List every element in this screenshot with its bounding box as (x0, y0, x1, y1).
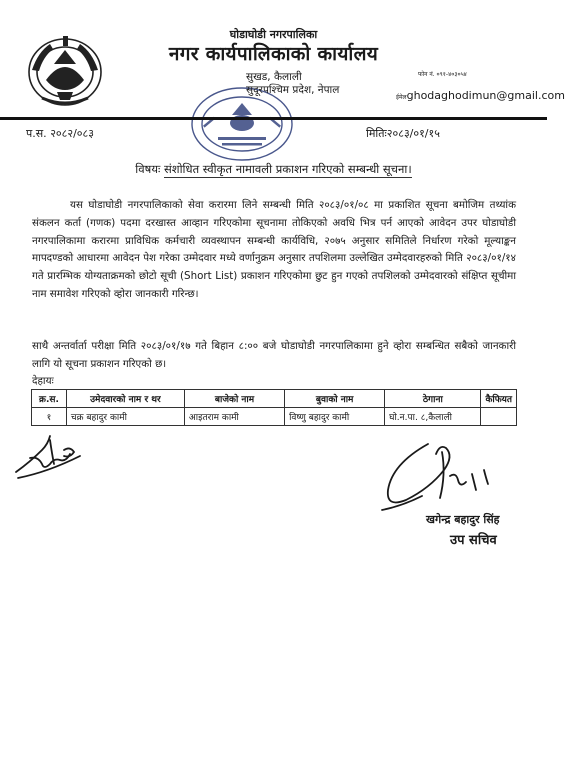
handwritten-initial-signature (10, 428, 90, 483)
reference-date (366, 126, 440, 141)
table-header-cell: ठेगाना (385, 390, 481, 408)
reference-number (26, 126, 94, 141)
email-label: ईमेल (396, 94, 407, 101)
table-header-cell: कैफियत (481, 390, 517, 408)
email-address: ghodaghodimun@gmail.com (406, 89, 565, 102)
signatory-name: खगेन्द्र बहादुर सिंह (426, 513, 500, 526)
reference-number-label: प.स. (26, 127, 47, 140)
table-cell: घो.न.पा. ८,कैलाली (385, 408, 481, 426)
table-header-row (32, 390, 517, 408)
table-cell (481, 408, 517, 426)
subject-value: संशोधित स्वीकृत नामावली प्रकाशन गरिएको सम्बन्धी सूचना। (163, 162, 412, 176)
table-row (32, 408, 517, 426)
signatory-title: उप सचिव (450, 533, 497, 548)
table-header-cell: बुवाको नाम (285, 390, 385, 408)
phone-number: फोन नं. ०९१-४०३०५४ (418, 71, 467, 78)
municipality-name: घोडाघोडी नगरपालिका (229, 28, 318, 41)
reference-date-value: २०८३/०१/१५ (386, 127, 440, 140)
reference-date-label: मितिः (366, 127, 387, 140)
subject-label: विषयः (135, 162, 161, 176)
table-cell: विष्णु बहादुर कामी (285, 408, 385, 426)
email-line (396, 89, 565, 102)
office-name: नगर कार्यपालिकाको कार्यालय (168, 43, 379, 65)
table-cell: १ (32, 408, 67, 426)
candidate-table (31, 389, 517, 426)
header-divider (0, 117, 547, 120)
table-cell: आइतराम कामी (184, 408, 284, 426)
subject-line (0, 162, 547, 177)
table-header-cell: उमेदवारको नाम र थर (66, 390, 184, 408)
body-paragraph-2: साथै अन्तर्वार्ता परीक्षा मिति २०८३/०१/१७ गते बिहान ८:०० बजे घोडाघोडी नगरपालिकामा हुने व्होरा सम्बन्धित सबैको जानकारी लागि यो सूचना प्रकाशन गरिएको छ। (32, 340, 516, 370)
body-paragraph-1: यस घोडाघोडी नगरपालिकाको सेवा करारमा लिने सम्बन्धी मिति २०८३/०१/०८ मा प्रकाशित सूचना बमोजिम तथ्यांक संकलन कर्ता (गणक) पदमा दरखास्त आव्हान गरिएकोमा सूचनामा तोकिएको अवधि भित्र पर्न आएको आवेदन उपर घोडाघोडी नगरपालिकामा करारमा प्राविधिक कर्मचारी व्यवस्थापन सम्बन्धी कार्यविधि, २०७५ अनुसार समितिले निर्धारण गरेको मूल्याङ्कन मापदण्डको आधारमा आवेदन पेश गरेका उम्मेदवार मध्ये वर्णानुक्रम अनुसार तपशिलमा उल्लेखित उम्मेदवारहरुको मिति २०८३/०१/१४ गते प्रारम्भिक योग्यताक्रमको छोटो सूची (Short List) प्रकाशन गरिएकोमा छुट हुन गएको तपशिलको उम्मेदवारको संक्षिप्त सूचीमा नाम समावेश गरिएको व्होरा जानकारी गरिन्छ। (32, 199, 516, 300)
address-line-1: सुखड, कैलाली (246, 71, 302, 83)
address-line-2: सुदूरपश्चिम प्रदेश, नेपाल (246, 84, 340, 96)
list-label: देहायः (32, 375, 54, 387)
table-header-cell: बाजेको नाम (184, 390, 284, 408)
reference-number-value: २०८२/०८३ (50, 127, 94, 140)
table-cell: चक्र बहादुर कामी (66, 408, 184, 426)
table-header-cell: क्र.स. (32, 390, 67, 408)
